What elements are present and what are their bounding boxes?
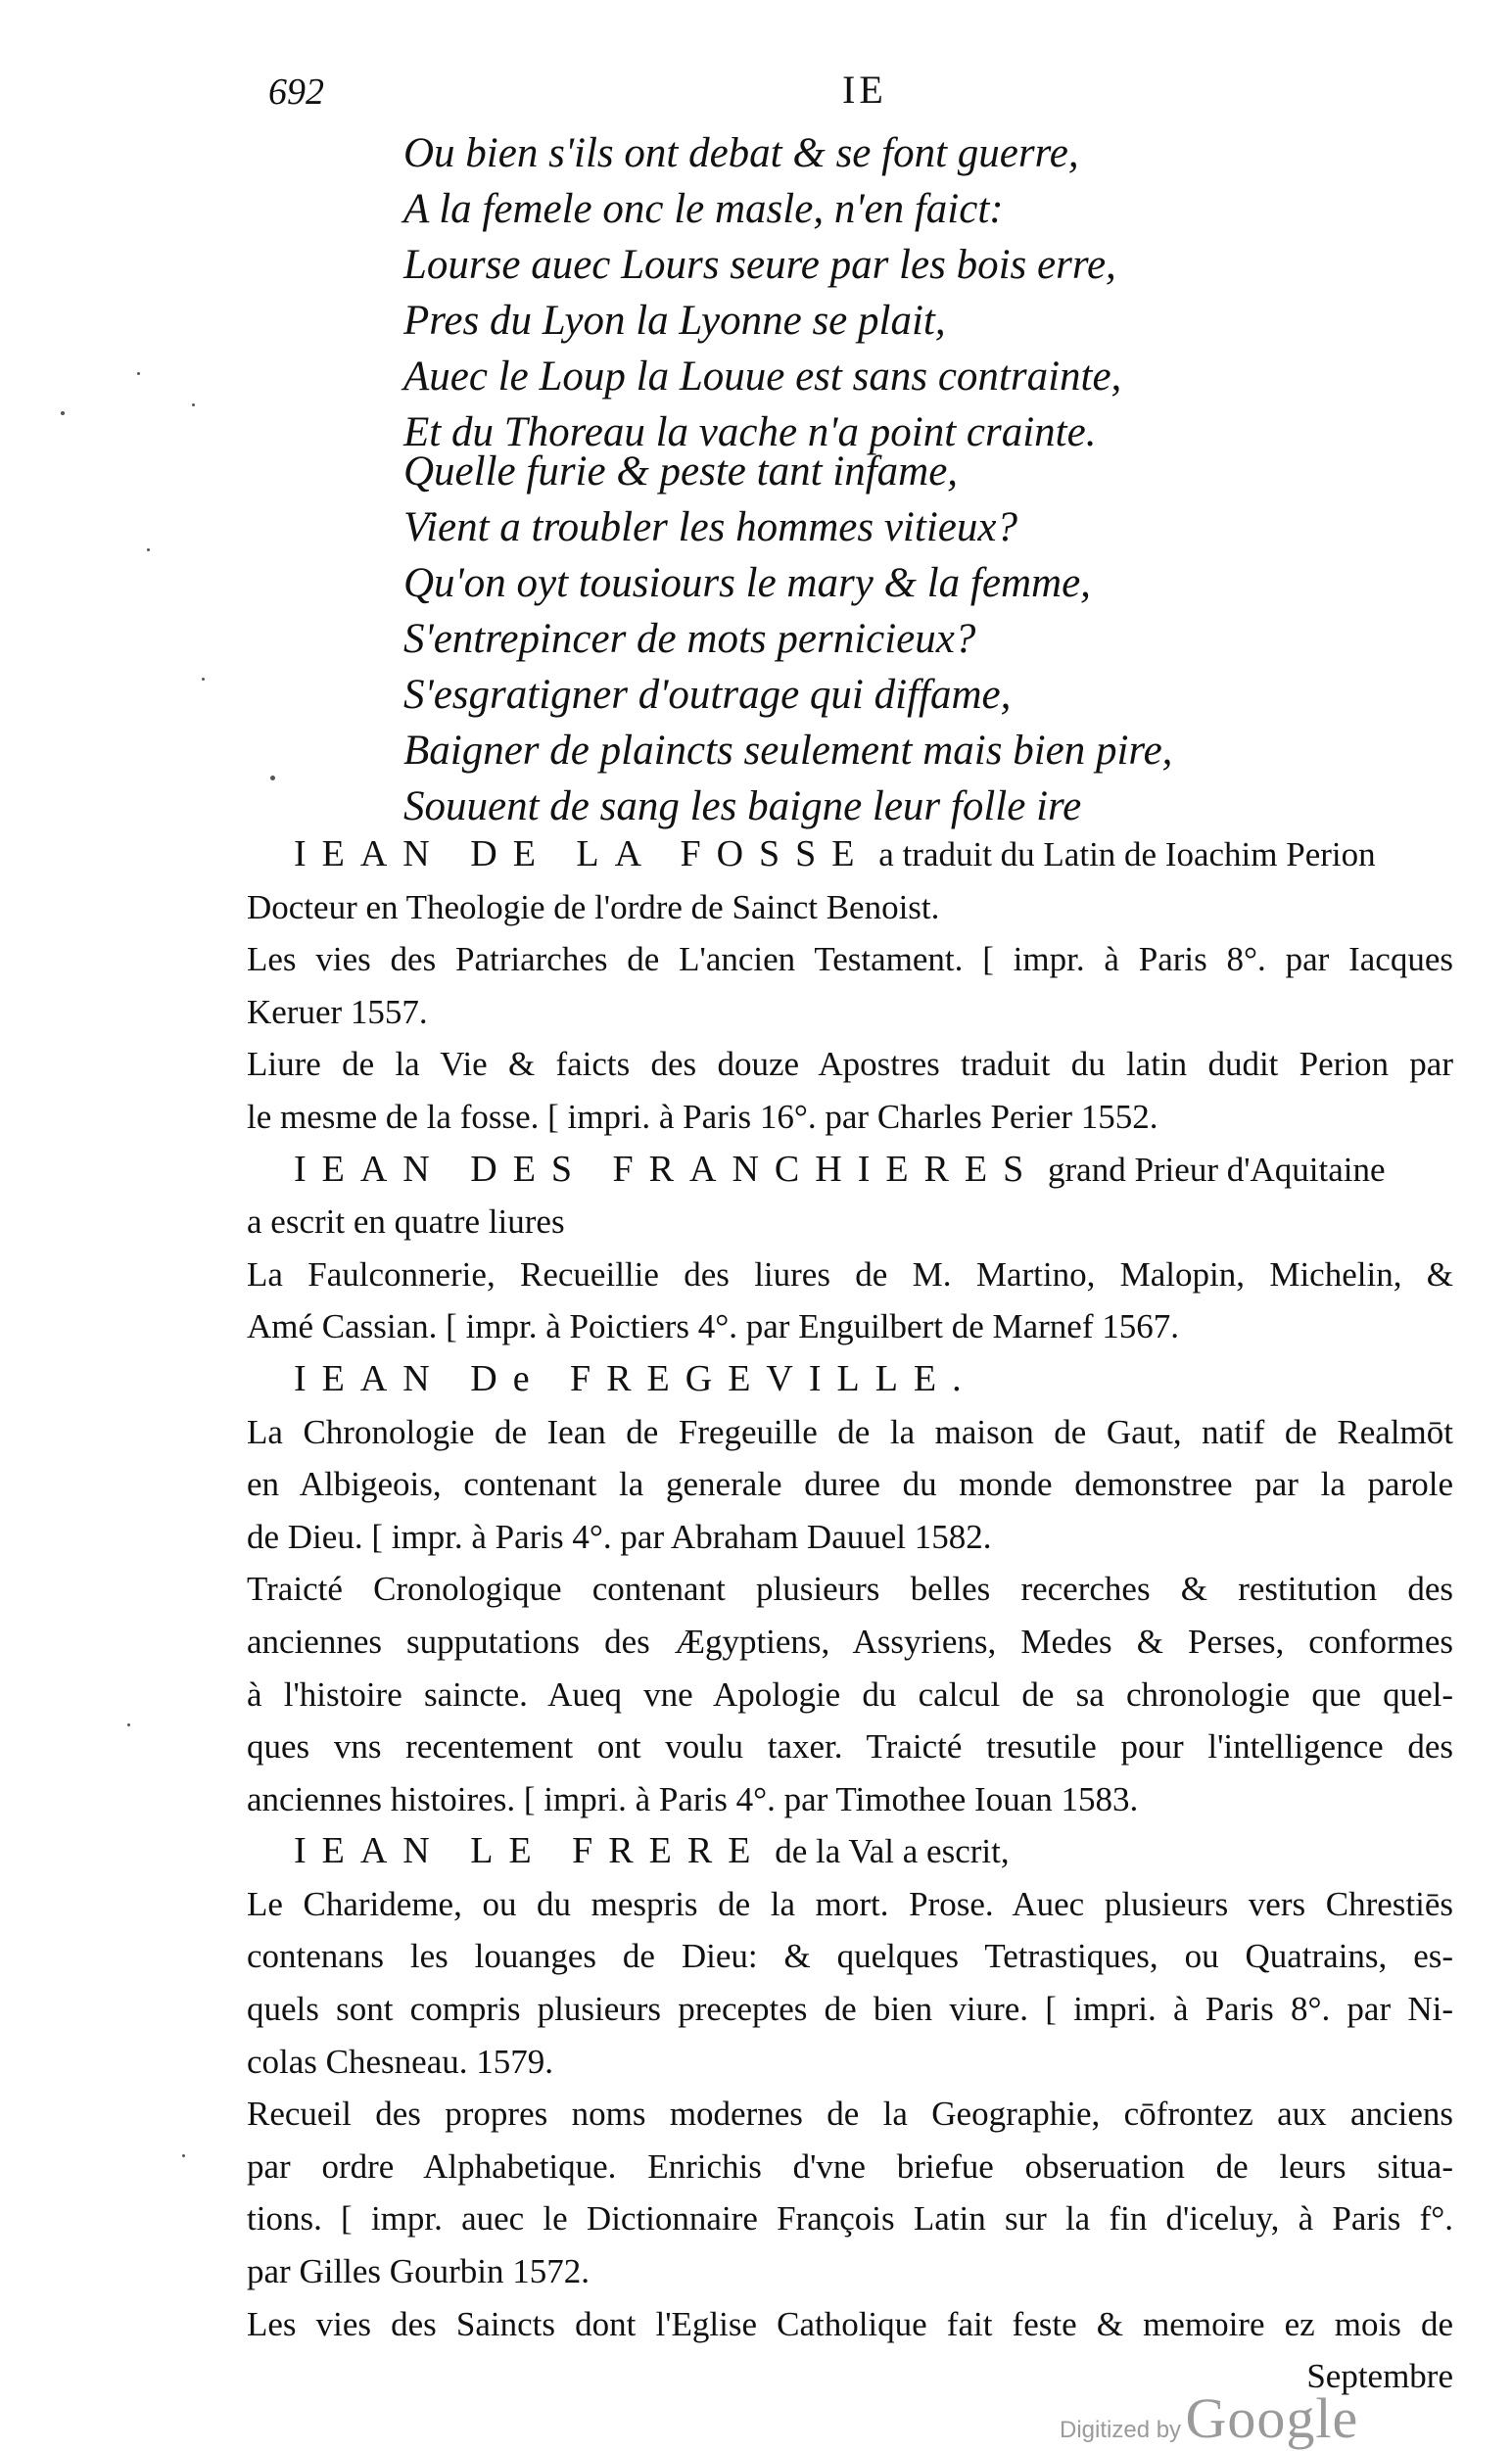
poem-line: Baigner de plaincts seulement mais bien pire, xyxy=(403,728,1173,774)
entry-line: contenans les louanges de Dieu: & quelques Tetrastiques, ou Quatrains, es- xyxy=(247,1937,1453,1976)
scan-speck xyxy=(192,403,195,406)
entry-heading xyxy=(247,1353,1453,1406)
entry-line: par Gilles Gourbin 1572. xyxy=(247,2252,590,2291)
poem-line: Lourse auec Lours seure par les bois erre, xyxy=(403,242,1116,288)
author-note: a traduit du Latin de Ioachim Perion xyxy=(878,835,1376,873)
entry-line: Amé Cassian. [ impr. à Poictiers 4°. par Enguilbert de Marnef 1567. xyxy=(247,1307,1179,1346)
google-logo: Google xyxy=(1185,2386,1359,2450)
poem-line: Vient a troubler les hommes vitieux? xyxy=(403,504,1017,550)
entry-line: par ordre Alphabetique. Enrichis d'vne briefue obseruation de leurs situa- xyxy=(247,2146,1453,2186)
poem-stanza-2 xyxy=(403,444,1173,834)
scan-speck xyxy=(202,678,205,681)
entry-line: anciennes histoires. [ impri. à Paris 4°. par Timothee Iouan 1583. xyxy=(247,1779,1139,1818)
catchword: Septembre xyxy=(1306,2357,1453,2396)
bibliography-entries xyxy=(247,828,1453,2403)
entry-heading xyxy=(247,828,1453,881)
entry-line: Traicté Cronologique contenant plusieurs belles recerches & restitution des xyxy=(247,1570,1453,1609)
poem-line: Pres du Lyon la Lyonne se plait, xyxy=(403,298,946,344)
author-name: IEAN DES FRANCHIERES xyxy=(294,1148,1040,1190)
digitized-watermark xyxy=(1060,2385,1358,2451)
entry-line: Keruer 1557. xyxy=(247,992,428,1031)
scan-speck xyxy=(147,548,150,551)
poem-line: Souuent de sang les baigne leur folle ire xyxy=(403,783,1082,829)
entry-line: a escrit en quatre liures xyxy=(247,1202,565,1242)
poem-line: Et du Thoreau la vache n'a point crainte. xyxy=(403,409,1097,455)
entry-heading xyxy=(247,1825,1453,1878)
entry-line: Docteur en Theologie de l'ordre de Sainct Benoist. xyxy=(247,887,940,926)
running-head: IE xyxy=(842,68,887,112)
entry-heading xyxy=(247,1144,1453,1197)
poem-stanza-1 xyxy=(403,125,1122,460)
poem-line: S'esgratigner d'outrage qui diffame, xyxy=(403,672,1012,718)
watermark-prefix: Digitized by xyxy=(1060,2417,1182,2443)
author-name: IEAN De FREGEVILLE. xyxy=(294,1357,977,1399)
entry-line: Les vies des Saincts dont l'Eglise Catholique fait feste & memoire ez mois de xyxy=(247,2304,1453,2343)
poem-line: Auec le Loup la Louue est sans contrainte, xyxy=(403,354,1122,400)
entry-line: colas Chesneau. 1579. xyxy=(247,2042,553,2081)
poem-line: S'entrepincer de mots pernicieux? xyxy=(403,616,976,662)
scan-speck xyxy=(137,372,140,375)
scan-speck xyxy=(270,776,275,780)
entry-line: Les vies des Patriarches de L'ancien Testament. [ impr. à Paris 8°. par Iacques xyxy=(247,940,1453,979)
poem-line: Quelle furie & peste tant infame, xyxy=(403,448,959,495)
entry-line: anciennes supputations des Ægyptiens, Assyriens, Medes & Perses, conformes xyxy=(247,1622,1453,1661)
entry-line: La Faulconnerie, Recueillie des liures de M. Martino, Malopin, Michelin, & xyxy=(247,1254,1453,1294)
author-note: grand Prieur d'Aquitaine xyxy=(1048,1150,1386,1189)
entry-line: Le Charideme, ou du mespris de la mort. Prose. Auec plusieurs vers Chrestiēs xyxy=(247,1884,1453,1923)
entry-line: Liure de la Vie & faicts des douze Apostres traduit du latin dudit Perion par xyxy=(247,1045,1453,1084)
scan-speck xyxy=(61,411,65,415)
poem-line: Qu'on oyt tousiours le mary & la femme, xyxy=(403,560,1091,606)
poem-line: A la femele onc le masle, n'en faict: xyxy=(403,186,1004,232)
entry-line: de Dieu. [ impr. à Paris 4°. par Abraham Dauuel 1582. xyxy=(247,1517,992,1556)
entry-line: Recueil des propres noms modernes de la Geographie, cōfrontez aux anciens xyxy=(247,2095,1453,2134)
author-note: de la Val a escrit, xyxy=(775,1832,1010,1871)
scan-speck xyxy=(182,2154,185,2157)
author-name: IEAN DE LA FOSSE xyxy=(294,833,871,874)
scan-speck xyxy=(127,1723,130,1726)
entry-line: ques vns recentement ont voulu taxer. Traicté tresutile pour l'intelligence des xyxy=(247,1727,1453,1767)
entry-line: le mesme de la fosse. [ impri. à Paris 16°. par Charles Perier 1552. xyxy=(247,1097,1158,1136)
entry-line: en Albigeois, contenant la generale duree du monde demonstree par la parole xyxy=(247,1465,1453,1504)
entry-line: La Chronologie de Iean de Fregeuille de la maison de Gaut, natif de Realmōt xyxy=(247,1412,1453,1451)
entry-line: à l'histoire saincte. Aueq vne Apologie du calcul de sa chronologie que quel- xyxy=(247,1674,1453,1714)
entry-line: tions. [ impr. auec le Dictionnaire François Latin sur la fin d'iceluy, à Paris f°. xyxy=(247,2199,1453,2239)
entry-line: quels sont compris plusieurs preceptes de bien viure. [ impri. à Paris 8°. par Ni- xyxy=(247,1990,1453,2029)
page-number: 692 xyxy=(268,71,324,113)
author-name: IEAN LE FRERE xyxy=(294,1830,767,1872)
poem-line: Ou bien s'ils ont debat & se font guerre, xyxy=(403,130,1079,176)
